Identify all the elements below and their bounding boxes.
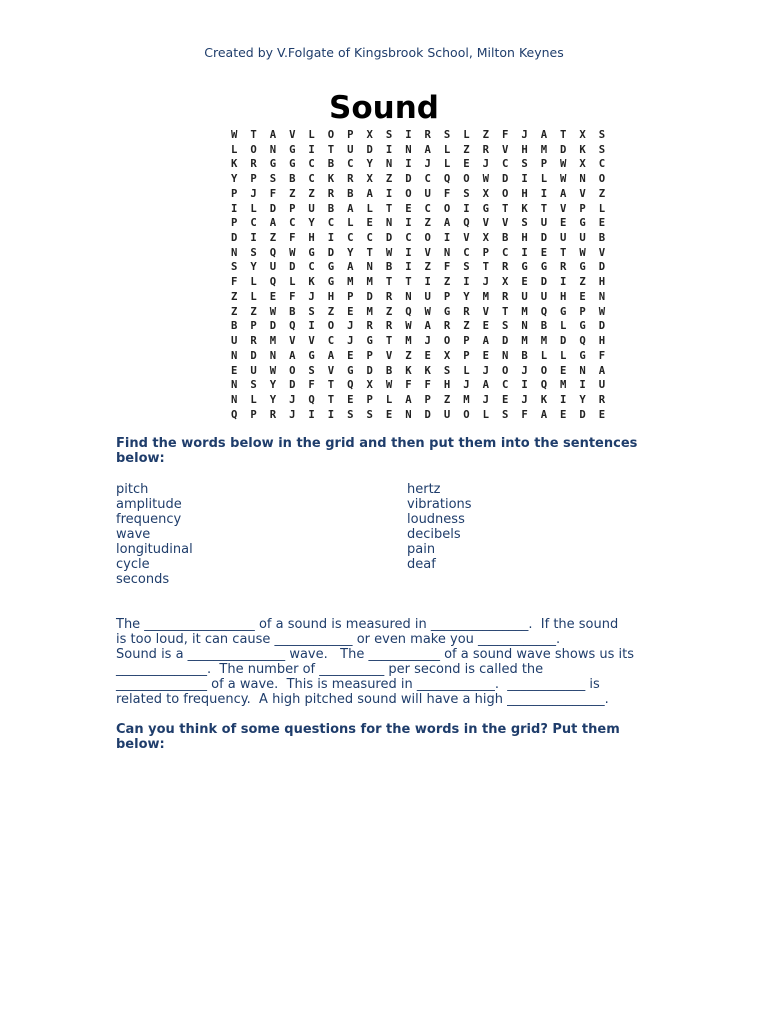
- grid-row: P C A C Y C L E N I Z A Q V V S U E G E: [231, 217, 609, 230]
- word-item: pitch: [116, 482, 149, 497]
- question-prompt: Can you think of some questions for the words in the grid? Put them below:: [116, 722, 620, 752]
- grid-row: N L Y J Q T E P L A P Z M J E J K I Y R: [231, 393, 609, 406]
- grid-row: K R G G C B C Y N I J L E J C S P W X C: [231, 158, 609, 171]
- word-item: loudness: [407, 512, 465, 527]
- word-item: pain: [407, 542, 436, 557]
- grid-row: D I Z F H I C C D C O I V X B H D U U B: [231, 232, 609, 245]
- instructions: Find the words below in the grid and then put them into the sentences below:: [116, 436, 638, 466]
- grid-row: U R M V V C J G T M J O P A D M M D Q H: [231, 335, 609, 348]
- grid-row: Y P S B C K R X Z D C Q O W D I L W N O: [231, 173, 609, 186]
- word-item: hertz: [407, 482, 441, 497]
- grid-row: L O N G I T U D I N A L Z R V H M D K S: [231, 143, 609, 156]
- word-item: seconds: [116, 572, 170, 587]
- grid-row: N S Q W G D Y T W I V N C P C I E T W V: [231, 246, 609, 259]
- paragraph-line: is too loud, it can cause ____________ or even make you ____________.: [116, 632, 561, 647]
- paragraph-line: ______________ of a wave. This is measured in ____________. ____________ is: [116, 677, 600, 692]
- grid-row: Z Z W B S Z E M Z Q W G R V T M Q G P W: [231, 305, 609, 318]
- grid-row: B P D Q I O J R R W A R Z E S N B L G D: [231, 320, 609, 333]
- paragraph-line: ______________. The number of __________ per second is called the: [116, 662, 544, 677]
- word-list-right: [407, 482, 472, 572]
- grid-row: Z L E F J H P D R N U P Y M R U U H E N: [231, 290, 609, 303]
- grid-row: F L Q L K G M M T T I Z I J X E D I Z H: [231, 276, 609, 289]
- fill-in-paragraph: [116, 617, 656, 707]
- grid-row: W T A V L O P X S I R S L Z F J A T X S: [231, 129, 609, 141]
- word-item: decibels: [407, 527, 461, 542]
- word-item: cycle: [116, 557, 150, 572]
- word-item: longitudinal: [116, 542, 193, 557]
- grid-row: Q P R J I I S S E N D U O L S F A E D E: [231, 408, 609, 421]
- paragraph-line: The _________________ of a sound is measured in _______________. If the sound: [116, 617, 619, 632]
- word-list-left: [116, 482, 193, 587]
- word-item: deaf: [407, 557, 436, 572]
- word-item: frequency: [116, 512, 182, 527]
- word-item: wave: [116, 527, 151, 542]
- grid-row: N D N A G A E P V Z E X P E N B L L G F: [231, 349, 609, 362]
- grid-row: I L D P U B A L T E C O I G T K T V P L: [231, 202, 609, 215]
- paragraph-line: related to frequency. A high pitched sound will have a high _______________.: [116, 692, 609, 707]
- word-item: amplitude: [116, 497, 182, 512]
- credit-line: Created by V.Folgate of Kingsbrook School, Milton Keynes: [204, 45, 564, 60]
- paragraph-line: Sound is a _______________ wave. The ___________ of a sound wave shows us its: [116, 647, 634, 662]
- word-item: vibrations: [407, 497, 472, 512]
- grid-row: E U W O S V G D B K K S L J O J O E N A: [231, 364, 609, 377]
- word-search-grid: [231, 128, 608, 422]
- grid-row: S Y U D C G A N B I Z F S T R G G R G D: [231, 261, 609, 274]
- grid-row: N S Y D F T Q X W F F H J A C I Q M I U: [231, 379, 609, 392]
- page-title: Sound: [329, 90, 439, 126]
- grid-row: P J F Z Z R B A I O U F S X O H I A V Z: [231, 187, 609, 200]
